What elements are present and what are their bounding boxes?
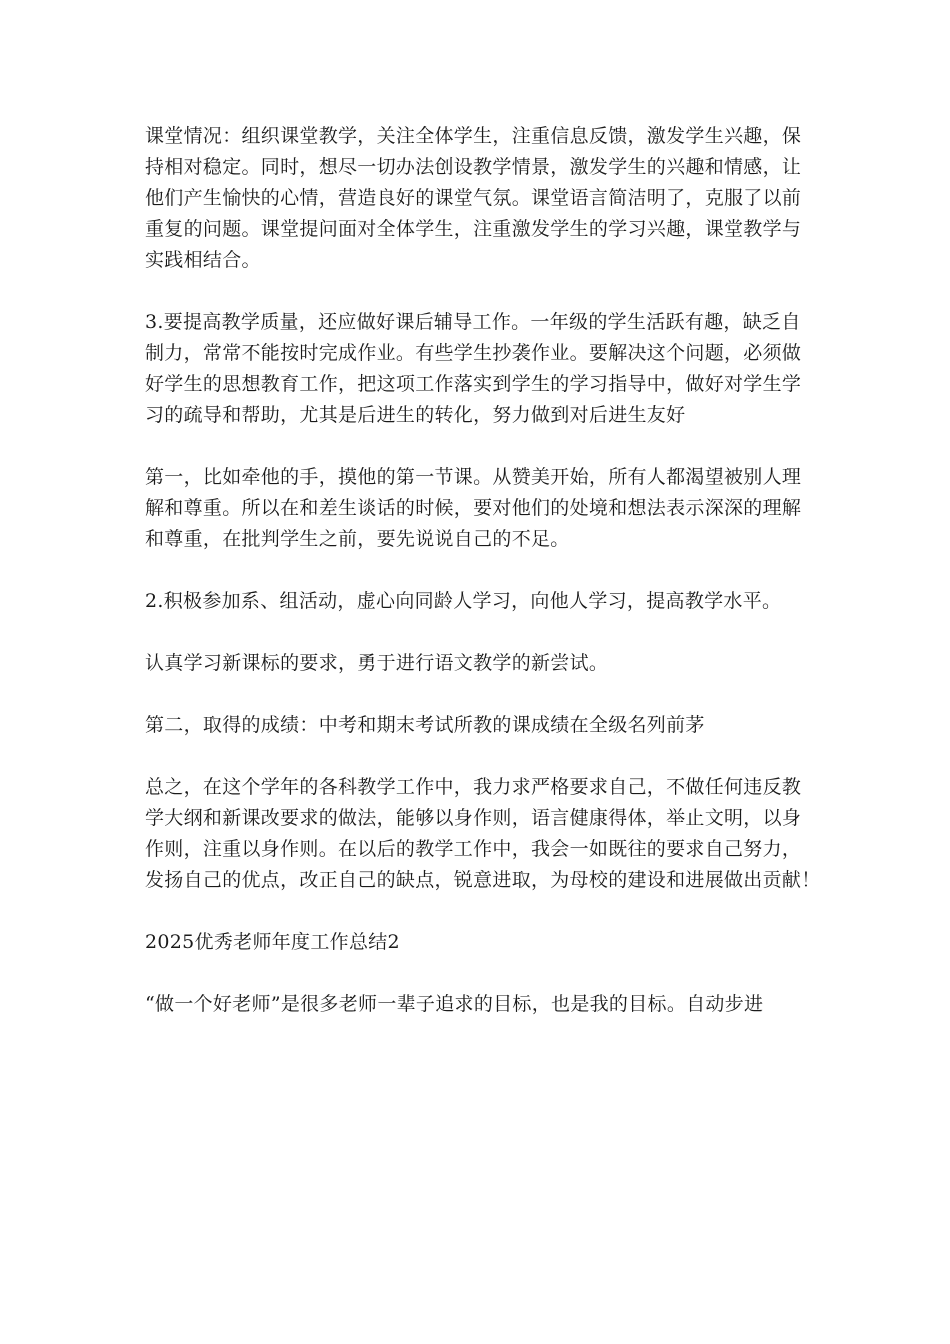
text-line: 实践相结合。 bbox=[145, 249, 261, 271]
text-line: 持相对稳定。同时，想尽一切办法创设教学情景，激发学生的兴趣和情感，让 bbox=[145, 156, 802, 178]
text-line: 习的疏导和帮助，尤其是后进生的转化，努力做到对后进生友好 bbox=[145, 404, 686, 426]
text-line: 2025优秀老师年度工作总结2 bbox=[145, 931, 400, 953]
text-line: 课堂情况：组织课堂教学，关注全体学生，注重信息反馈，激发学生兴趣，保 bbox=[145, 125, 802, 147]
document-body bbox=[145, 121, 821, 1051]
text-line: 认真学习新课标的要求，勇于进行语文教学的新尝试。 bbox=[145, 652, 609, 674]
text-line: 3.要提高教学质量，还应做好课后辅导工作。一年级的学生活跃有趣，缺乏自 bbox=[145, 311, 801, 333]
text-line: 总之，在这个学年的各科教学工作中，我力求严格要求自己，不做任何违反教 bbox=[145, 776, 802, 798]
paragraph bbox=[145, 772, 821, 896]
text-line: 第一，比如牵他的手，摸他的第一节课。从赞美开始，所有人都渴望被别人理 bbox=[145, 466, 802, 488]
paragraph bbox=[145, 648, 810, 679]
text-line: “做一个好老师”是很多老师一辈子追求的目标，也是我的目标。自动步进 bbox=[145, 993, 764, 1015]
paragraph bbox=[145, 307, 810, 431]
text-line: 制力，常常不能按时完成作业。有些学生抄袭作业。要解决这个问题，必须做 bbox=[145, 342, 802, 364]
text-line: 好学生的思想教育工作，把这项工作落实到学生的学习指导中，做好对学生学 bbox=[145, 373, 802, 395]
paragraph bbox=[145, 710, 810, 741]
paragraph bbox=[145, 121, 810, 276]
text-line: 2.积极参加系、组活动，虚心向同龄人学习，向他人学习，提高教学水平。 bbox=[145, 590, 782, 612]
text-line: 和尊重，在批判学生之前，要先说说自己的不足。 bbox=[145, 528, 570, 550]
paragraph bbox=[145, 989, 810, 1020]
text-line: 他们产生愉快的心情，营造良好的课堂气氛。课堂语言简洁明了，克服了以前 bbox=[145, 187, 802, 209]
paragraph bbox=[145, 462, 810, 555]
paragraph bbox=[145, 927, 810, 958]
text-line: 第二，取得的成绩：中考和期末考试所教的课成绩在全级名列前茅 bbox=[145, 714, 705, 736]
paragraph bbox=[145, 586, 810, 617]
text-line: 重复的问题。课堂提问面对全体学生，注重激发学生的学习兴趣，课堂教学与 bbox=[145, 218, 802, 240]
text-line: 学大纲和新课改要求的做法，能够以身作则，语言健康得体，举止文明，以身 bbox=[145, 807, 802, 829]
text-line: 解和尊重。所以在和差生谈话的时候，要对他们的处境和想法表示深深的理解 bbox=[145, 497, 802, 519]
text-line: 作则，注重以身作则。在以后的教学工作中，我会一如既往的要求自己努力， bbox=[145, 838, 802, 860]
text-line: 发扬自己的优点，改正自己的缺点，锐意进取，为母校的建设和进展做出贡献！ bbox=[145, 869, 821, 891]
